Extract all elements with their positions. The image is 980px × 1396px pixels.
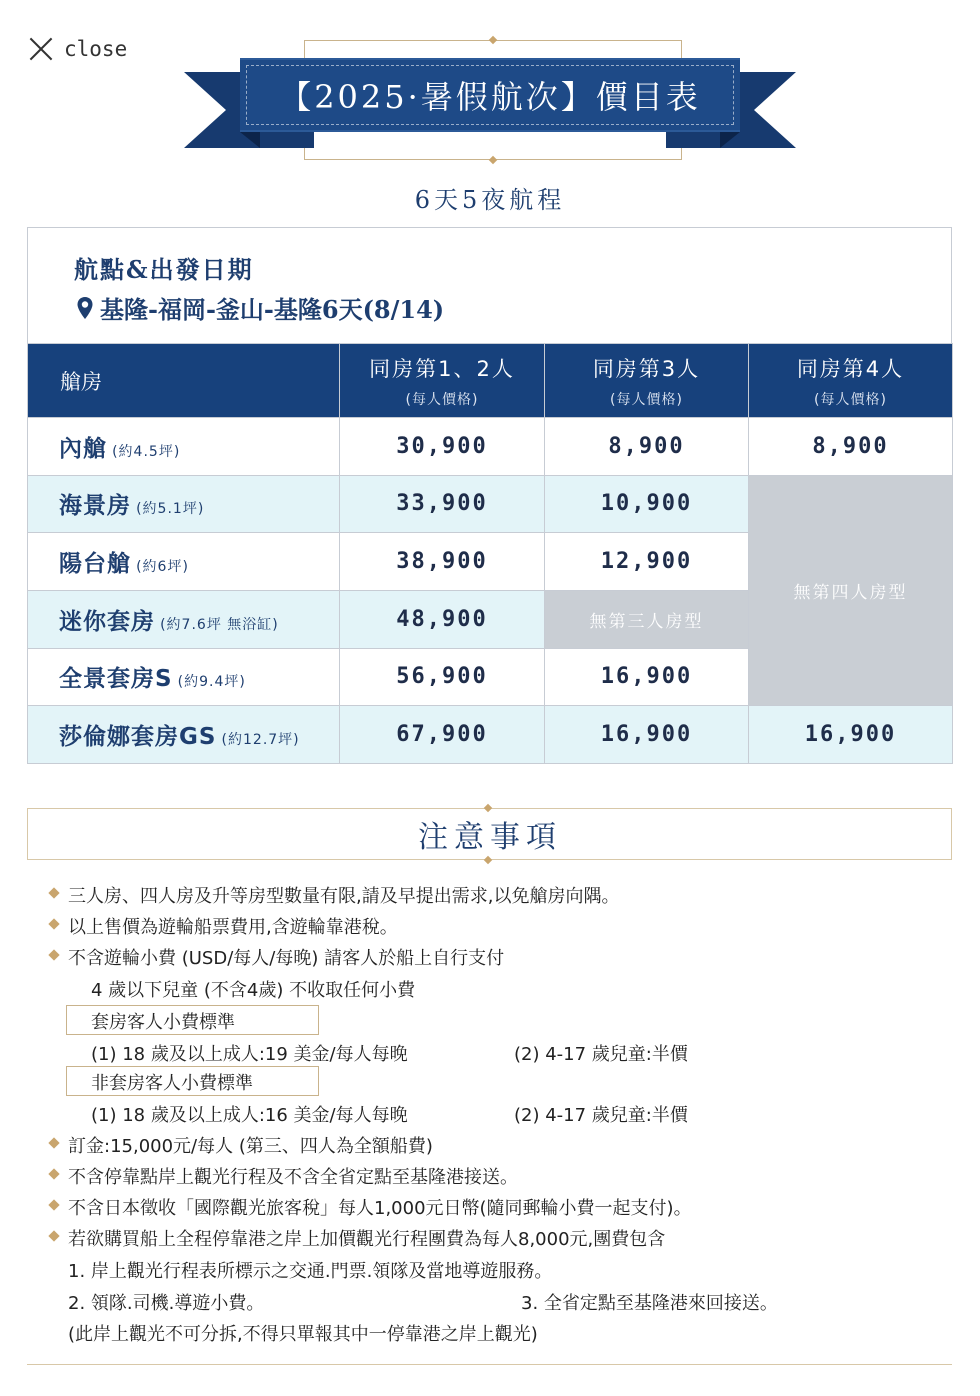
table-row <box>28 418 953 476</box>
bullet-icon <box>48 1168 59 1179</box>
cabin-size: (約5.1坪) <box>136 501 205 518</box>
note-subitem: (此岸上觀光不可分拆,不得只單報其中一停靠港之岸上觀光) <box>68 1324 538 1345</box>
cabin-cell <box>28 706 340 764</box>
notes-title: 注意事項 <box>418 820 562 855</box>
route-heading: 航點&出發日期 <box>74 255 254 284</box>
cabin-size: (約6坪) <box>136 559 189 576</box>
note-subitem: 3. 全省定點至基隆港來回接送。 <box>521 1293 778 1314</box>
cabin-cell <box>28 533 340 591</box>
price-cell: 67,900 <box>340 706 545 764</box>
price-cell: 10,900 <box>545 475 749 533</box>
header-person-4 <box>749 344 953 418</box>
close-button[interactable] <box>28 36 127 62</box>
tip-rule: (2) 4-17 歲兒童:半價 <box>514 1105 688 1126</box>
bullet-icon <box>48 949 59 960</box>
route-text: 基隆-福岡-釜山-基隆6天(8/14) <box>100 295 445 324</box>
price-table <box>27 343 953 764</box>
note-item: 若欲購買船上全程停靠港之岸上加價觀光行程團費為每人8,000元,團費包含 <box>68 1229 666 1250</box>
note-item: 不含停靠點岸上觀光行程及不含全省定點至基隆港接送。 <box>68 1167 518 1188</box>
cabin-name: 內艙 <box>59 435 107 462</box>
bullet-icon <box>48 918 59 929</box>
cabin-name: 迷你套房 <box>59 608 155 635</box>
table-row <box>28 706 953 764</box>
no-third-person-cell: 無第三人房型 <box>545 590 749 648</box>
itinerary-subtitle: 6天5夜航程 <box>414 186 566 214</box>
tip-rule: (1) 18 歲及以上成人:16 美金/每人每晚 <box>91 1105 408 1126</box>
price-cell: 8,900 <box>749 418 953 476</box>
location-pin-icon <box>76 296 94 320</box>
cabin-cell <box>28 475 340 533</box>
header-person-1-2 <box>340 344 545 418</box>
cabin-name: 全景套房S <box>59 666 173 693</box>
bullet-icon <box>48 1230 59 1241</box>
note-item: 三人房、四人房及升等房型數量有限,請及早提出需求,以免艙房向隅。 <box>68 886 620 907</box>
price-cell: 16,900 <box>749 706 953 764</box>
price-cell: 16,900 <box>545 706 749 764</box>
cabin-size: (約9.4坪) <box>177 674 246 691</box>
tip-rule: (2) 4-17 歲兒童:半價 <box>514 1044 688 1065</box>
tip-nonsuite-label: 非套房客人小費標準 <box>91 1073 253 1094</box>
bullet-icon <box>48 887 59 898</box>
cabin-size: (約7.6坪 無浴缸) <box>160 616 279 633</box>
cabin-name: 海景房 <box>59 493 131 520</box>
route-info <box>76 290 444 325</box>
note-item: 不含日本徵收「國際觀光旅客稅」每人1,000元日幣(隨同郵輪小費一起支付)。 <box>68 1198 692 1219</box>
note-subitem: 4 歲以下兒童 (不含4歲) 不收取任何小費 <box>91 980 416 1001</box>
close-label: close <box>64 37 128 61</box>
cabin-cell <box>28 648 340 706</box>
cabin-cell <box>28 590 340 648</box>
price-cell: 8,900 <box>545 418 749 476</box>
cabin-size: (約12.7坪) <box>221 732 300 749</box>
tip-suite-label: 套房客人小費標準 <box>91 1012 235 1033</box>
close-icon <box>28 36 54 62</box>
header-main: 同房第4人 <box>796 356 905 381</box>
price-cell: 56,900 <box>340 648 545 706</box>
cabin-size: (約4.5坪) <box>112 443 181 460</box>
price-cell: 48,900 <box>340 590 545 648</box>
header-main: 同房第3人 <box>592 356 701 381</box>
bottom-divider <box>27 1364 952 1365</box>
note-subitem: 1. 岸上觀光行程表所標示之交通.門票.領隊及當地導遊服務。 <box>68 1261 553 1282</box>
note-item: 訂金:15,000元/每人 (第三、四人為全額船費) <box>68 1136 433 1157</box>
no-fourth-person-cell: 無第四人房型 <box>749 475 953 706</box>
price-cell: 30,900 <box>340 418 545 476</box>
cabin-cell <box>28 418 340 476</box>
header-sub: (每人價格) <box>610 391 683 408</box>
bullet-icon <box>48 1199 59 1210</box>
table-row <box>28 475 953 533</box>
tip-rule: (1) 18 歲及以上成人:19 美金/每人每晚 <box>91 1044 408 1065</box>
price-cell: 12,900 <box>545 533 749 591</box>
note-item: 以上售價為遊輪船票費用,含遊輪靠港稅。 <box>68 917 398 938</box>
header-main: 同房第1、2人 <box>369 356 515 381</box>
cabin-name: 陽台艙 <box>59 551 131 578</box>
header-sub: (每人價格) <box>405 391 479 408</box>
price-cell: 33,900 <box>340 475 545 533</box>
header-cabin: 艙房 <box>28 344 340 418</box>
route-section <box>27 227 952 345</box>
bullet-icon <box>48 1137 59 1148</box>
note-subitem: 2. 領隊.司機.導遊小費。 <box>68 1293 265 1314</box>
table-header-row <box>28 344 953 418</box>
price-cell: 16,900 <box>545 648 749 706</box>
price-cell: 38,900 <box>340 533 545 591</box>
header-person-3 <box>545 344 749 418</box>
header-sub: (每人價格) <box>814 391 887 408</box>
cabin-name: 莎倫娜套房GS <box>59 724 217 751</box>
note-item: 不含遊輪小費 (USD/每人/每晚) 請客人於船上自行支付 <box>68 948 505 969</box>
page-title: 【2025·暑假航次】價目表 <box>279 78 701 116</box>
